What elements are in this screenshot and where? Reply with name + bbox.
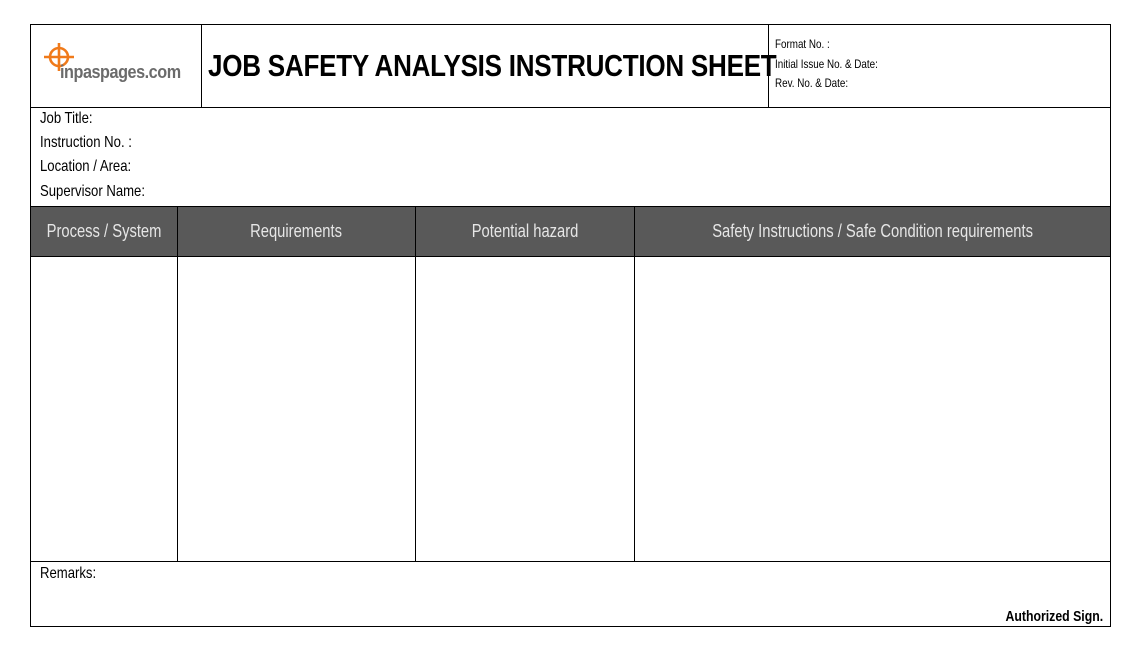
- logo-text: inpaspages.com: [60, 62, 181, 82]
- column-header-label: Safety Instructions / Safe Condition requirements: [712, 221, 1033, 241]
- meta-cell: [769, 25, 1109, 107]
- job-title-label: Job Title:: [40, 110, 93, 127]
- table-header: [31, 206, 1110, 257]
- logo-cell: [31, 25, 202, 107]
- column-header-process: [31, 207, 178, 256]
- page-title: JOB SAFETY ANALYSIS INSTRUCTION SHEET: [208, 48, 777, 83]
- column-header-hazard: [416, 207, 635, 256]
- brand-logo: [41, 41, 191, 87]
- column-header-label: Process / System: [46, 221, 162, 241]
- rev-no-label: Rev. No. & Date:: [775, 76, 849, 90]
- safety-column-cell[interactable]: [635, 257, 1110, 562]
- format-no-label: Format No. :: [775, 37, 830, 51]
- divider: [31, 561, 1110, 562]
- requirements-column-cell[interactable]: [178, 257, 416, 562]
- column-header-label: Potential hazard: [471, 221, 579, 241]
- column-header-safety: [635, 207, 1110, 256]
- title-cell: [201, 25, 777, 107]
- job-info: [31, 107, 1110, 206]
- jsa-form: [30, 24, 1111, 627]
- supervisor-label: Supervisor Name:: [40, 183, 145, 200]
- column-header-requirements: [178, 207, 416, 256]
- hazard-column-cell[interactable]: [416, 257, 635, 562]
- location-label: Location / Area:: [40, 158, 132, 175]
- initial-issue-label: Initial Issue No. & Date:: [775, 57, 878, 71]
- process-column-cell[interactable]: [31, 257, 178, 562]
- column-header-label: Requirements: [250, 221, 343, 241]
- authorized-sign-label: Authorized Sign.: [1005, 608, 1103, 625]
- form-header: [31, 25, 1110, 108]
- remarks-label: Remarks:: [40, 565, 97, 582]
- instruction-no-label: Instruction No. :: [40, 134, 132, 151]
